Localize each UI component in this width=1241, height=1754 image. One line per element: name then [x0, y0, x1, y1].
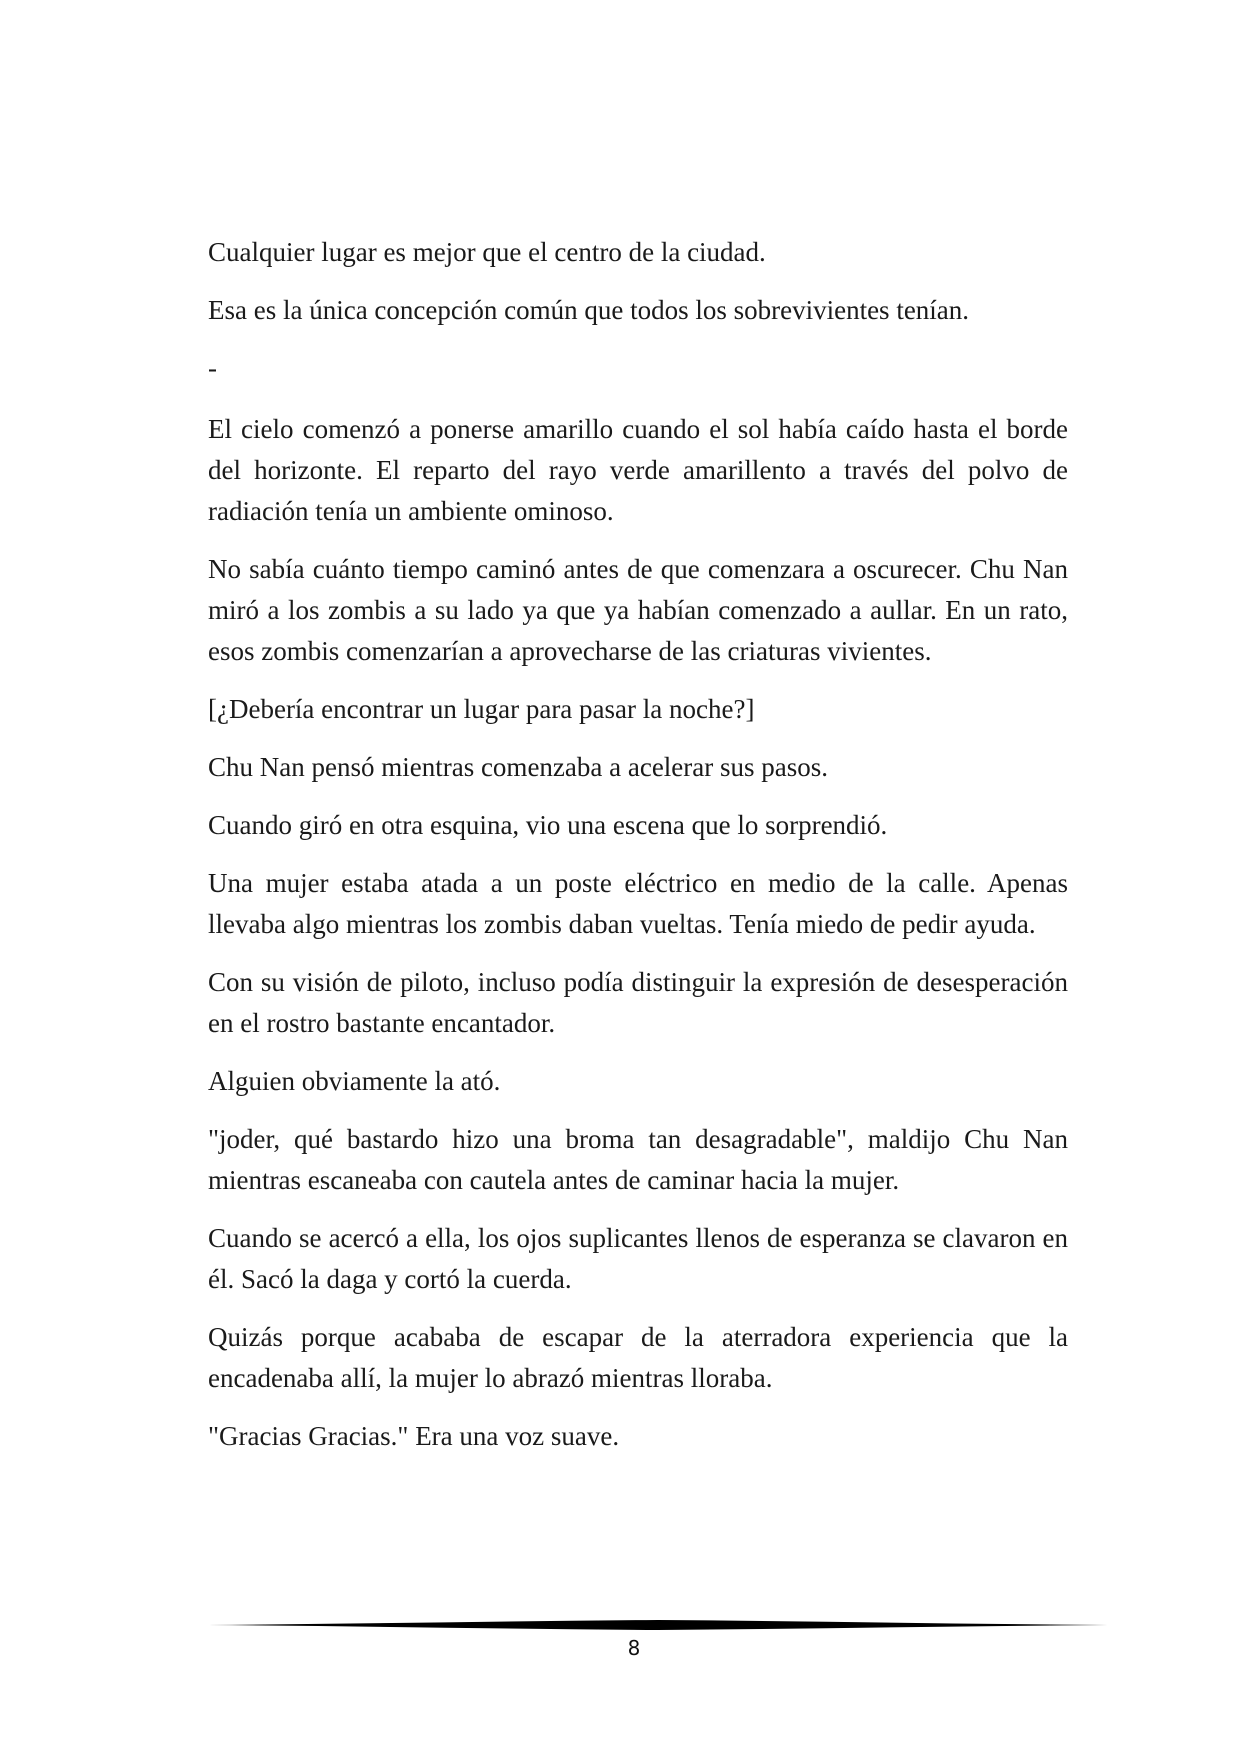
paragraph: Quizás porque acababa de escapar de la aterradora experiencia que la encadenaba allí, la mujer lo abrazó mientras lloraba.: [208, 1322, 1068, 1393]
paragraph: No sabía cuánto tiempo caminó antes de que comenzara a oscurecer. Chu Nan miró a los zombis a su lado ya que ya habían comenzado a aullar. En un rato, esos zombis comenzarían a aprovecharse de las criaturas vivientes.: [208, 554, 1068, 666]
paragraph: Alguien obviamente la ató.: [208, 1066, 501, 1096]
paragraph: Cualquier lugar es mejor que el centro de la ciudad.: [208, 237, 766, 267]
paragraph: Chu Nan pensó mientras comenzaba a acelerar sus pasos.: [208, 752, 829, 782]
paragraph: Una mujer estaba atada a un poste eléctrico en medio de la calle. Apenas llevaba algo mientras los zombis daban vueltas. Tenía miedo de pedir ayuda.: [208, 868, 1068, 939]
page-number: 8: [627, 1636, 641, 1660]
paragraph: Cuando giró en otra esquina, vio una escena que lo sorprendió.: [208, 810, 888, 840]
paragraph: Cuando se acercó a ella, los ojos suplicantes llenos de esperanza se clavaron en él. Sacó la daga y cortó la cuerda.: [208, 1223, 1068, 1294]
paragraph: [¿Debería encontrar un lugar para pasar la noche?]: [208, 694, 755, 724]
paragraph: "Gracias Gracias." Era una voz suave.: [208, 1421, 620, 1451]
paragraph: Esa es la única concepción común que todos los sobrevivientes tenían.: [208, 295, 970, 325]
body-text: [208, 232, 1068, 1474]
paragraph: "joder, qué bastardo hizo una broma tan desagradable", maldijo Chu Nan mientras escaneaba con cautela antes de caminar hacia la mujer.: [208, 1124, 1068, 1195]
footer-divider: [208, 1618, 1108, 1632]
paragraph: Con su visión de piloto, incluso podía distinguir la expresión de desesperación en el rostro bastante encantador.: [208, 967, 1068, 1038]
paragraph: El cielo comenzó a ponerse amarillo cuando el sol había caído hasta el borde del horizonte. El reparto del rayo verde amarillento a través del polvo de radiación tenía un ambiente ominoso.: [208, 414, 1068, 526]
scene-separator: -: [208, 353, 217, 383]
